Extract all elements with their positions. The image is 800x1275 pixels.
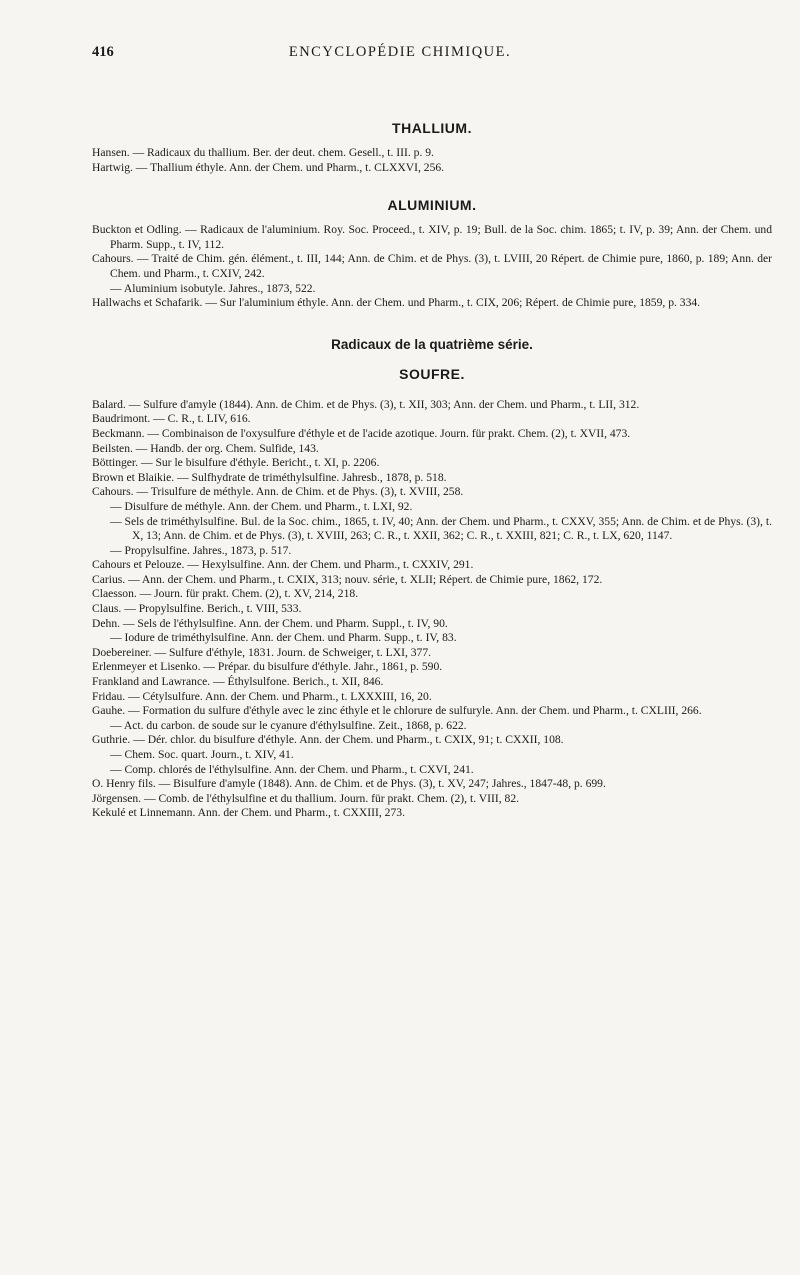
series-title: Radicaux de la quatrième série. xyxy=(331,336,533,352)
entry: Claus. — Propylsulfine. Berich., t. VIII, 533. xyxy=(92,602,302,616)
entry: Buckton et Odling. — Radicaux de l'aluminium. Roy. Soc. Proceed., t. XIV, p. 19; Bull. de la Soc. chim. 1865; t. IV, p. 39; Ann. der Chem. und Pharm. Supp., t. IV, 112. xyxy=(92,223,772,251)
entry: Cahours. — Traité de Chim. gén. élément., t. III, 144; Ann. de Chim. et de Phys. (3), t. LVIII, 20 Répert. de Chimie pure, 1860, p. 189; Ann. der Chem. und Pharm., t. CXIV, 242. xyxy=(92,252,772,280)
entry: Fridau. — Cétylsulfure. Ann. der Chem. und Pharm., t. LXXXIII, 16, 20. xyxy=(92,689,432,703)
entry: Gauhe. — Formation du sulfure d'éthyle avec le zinc éthyle et le chlorure de sulfuryle. Ann. der Chem. und Pharm., t. CXLIII, 266. xyxy=(92,704,702,718)
running-head xyxy=(92,44,708,64)
page-content xyxy=(92,110,772,821)
entry: Doebereiner. — Sulfure d'éthyle, 1831. Journ. de Schweiger, t. LXI, 377. xyxy=(92,645,432,659)
entry: — Chem. Soc. quart. Journ., t. XIV, 41. xyxy=(110,748,294,761)
entry: Böttinger. — Sur le bisulfure d'éthyle. Bericht., t. XI, p. 2206. xyxy=(92,456,380,470)
entry: — Propylsulfine. Jahres., 1873, p. 517. xyxy=(110,543,292,557)
entry: Balard. — Sulfure d'amyle (1844). Ann. de Chim. et de Phys. (3), t. XII, 303; Ann. der Chem. und Pharm., t. LII, 312. xyxy=(92,397,640,411)
entry: Cahours et Pelouze. — Hexylsulfine. Ann. der Chem. und Pharm., t. CXXIV, 291. xyxy=(92,558,474,572)
entry: Guthrie. — Dér. chlor. du bisulfure d'éthyle. Ann. der Chem. und Pharm., t. CXIX, 91; t. CXXII, 108. xyxy=(92,733,564,747)
entry: — Act. du carbon. de soude sur le cyanure d'éthylsulfine. Zeit., 1868, p. 622. xyxy=(110,718,467,732)
running-title: ENCYCLOPÉDIE CHIMIQUE. xyxy=(288,44,512,60)
entry: Beckmann. — Combinaison de l'oxysulfure d'éthyle et de l'acide azotique. Journ. für prakt. Chem. (2), t. XVII, 473. xyxy=(92,426,631,440)
entry: O. Henry fils. — Bisulfure d'amyle (1848). Ann. de Chim. et de Phys. (3), t. XV, 247; Jahres., 1847-48, p. 699. xyxy=(92,777,606,791)
entry: — Iodure de triméthylsulfine. Ann. der Chem. und Pharm. Supp., t. IV, 83. xyxy=(110,631,457,645)
entry: Jörgensen. — Comb. de l'éthylsulfine et du thallium. Journ. für prakt. Chem. (2), t. VIII, 82. xyxy=(92,791,520,805)
entry: Hallwachs et Schafarik. — Sur l'aluminium éthyle. Ann. der Chem. und Pharm., t. CIX, 206; Répert. de Chimie pure, 1859, p. 334. xyxy=(92,296,701,310)
entry: Dehn. — Sels de l'éthylsulfine. Ann. der Chem. und Pharm. Suppl., t. IV, 90. xyxy=(92,616,448,630)
page-number: 416 xyxy=(92,44,114,60)
section-title-aluminium: ALUMINIUM. xyxy=(387,197,477,214)
entry: Hansen. — Radicaux du thallium. Ber. der deut. chem. Gesell., t. III. p. 9. xyxy=(92,146,434,159)
entry: Claesson. — Journ. für prakt. Chem. (2), t. XV, 214, 218. xyxy=(92,587,359,601)
entry: Baudrimont. — C. R., t. LIV, 616. xyxy=(92,412,251,426)
entry: — Comp. chlorés de l'éthylsulfine. Ann. der Chem. und Pharm., t. CXVI, 241. xyxy=(110,762,474,776)
entry: — Sels de triméthylsulfine. Bul. de la Soc. chim., 1865, t. IV, 40; Ann. der Chem. und Pharm., t. CXXV, 355; Ann. de Chim. et de Phys. (3), t. X, 13; Ann. de Chim. et de Phys. (3), t. XVIII, 263; C. R., t. XXII, 362; C. R., t. XXIII, 821; C. R., t. LX, 620, 1147. xyxy=(110,514,772,543)
entry: — Disulfure de méthyle. Ann. der Chem. und Pharm., t. LXI, 92. xyxy=(110,499,413,513)
entry: Beilsten. — Handb. der org. Chem. Sulfide, 143. xyxy=(92,441,319,455)
entry: Brown et Blaikie. — Sulfhydrate de triméthylsulfine. Jahresb., 1878, p. 518. xyxy=(92,470,447,484)
entry: Cahours. — Trisulfure de méthyle. Ann. de Chim. et de Phys. (3), t. XVIII, 258. xyxy=(92,485,464,499)
entry: — Aluminium isobutyle. Jahres., 1873, 522. xyxy=(110,281,316,295)
section-title-soufre: SOUFRE. xyxy=(399,365,465,382)
entry: Kekulé et Linnemann. Ann. der Chem. und Pharm., t. CXXIII, 273. xyxy=(92,806,405,820)
entry: Frankland and Lawrance. — Éthylsulfone. Berich., t. XII, 846. xyxy=(92,675,384,689)
entry: Carius. — Ann. der Chem. und Pharm., t. CXIX, 313; nouv. série, t. XLII; Répert. de Chimie pure, 1862, 172. xyxy=(92,572,603,586)
section-title-thallium: THALLIUM. xyxy=(392,120,472,136)
entry: Erlenmeyer et Lisenko. — Prépar. du bisulfure d'éthyle. Jahr., 1861, p. 590. xyxy=(92,660,443,674)
entry: Hartwig. — Thallium éthyle. Ann. der Chem. und Pharm., t. CLXXVI, 256. xyxy=(92,160,445,174)
